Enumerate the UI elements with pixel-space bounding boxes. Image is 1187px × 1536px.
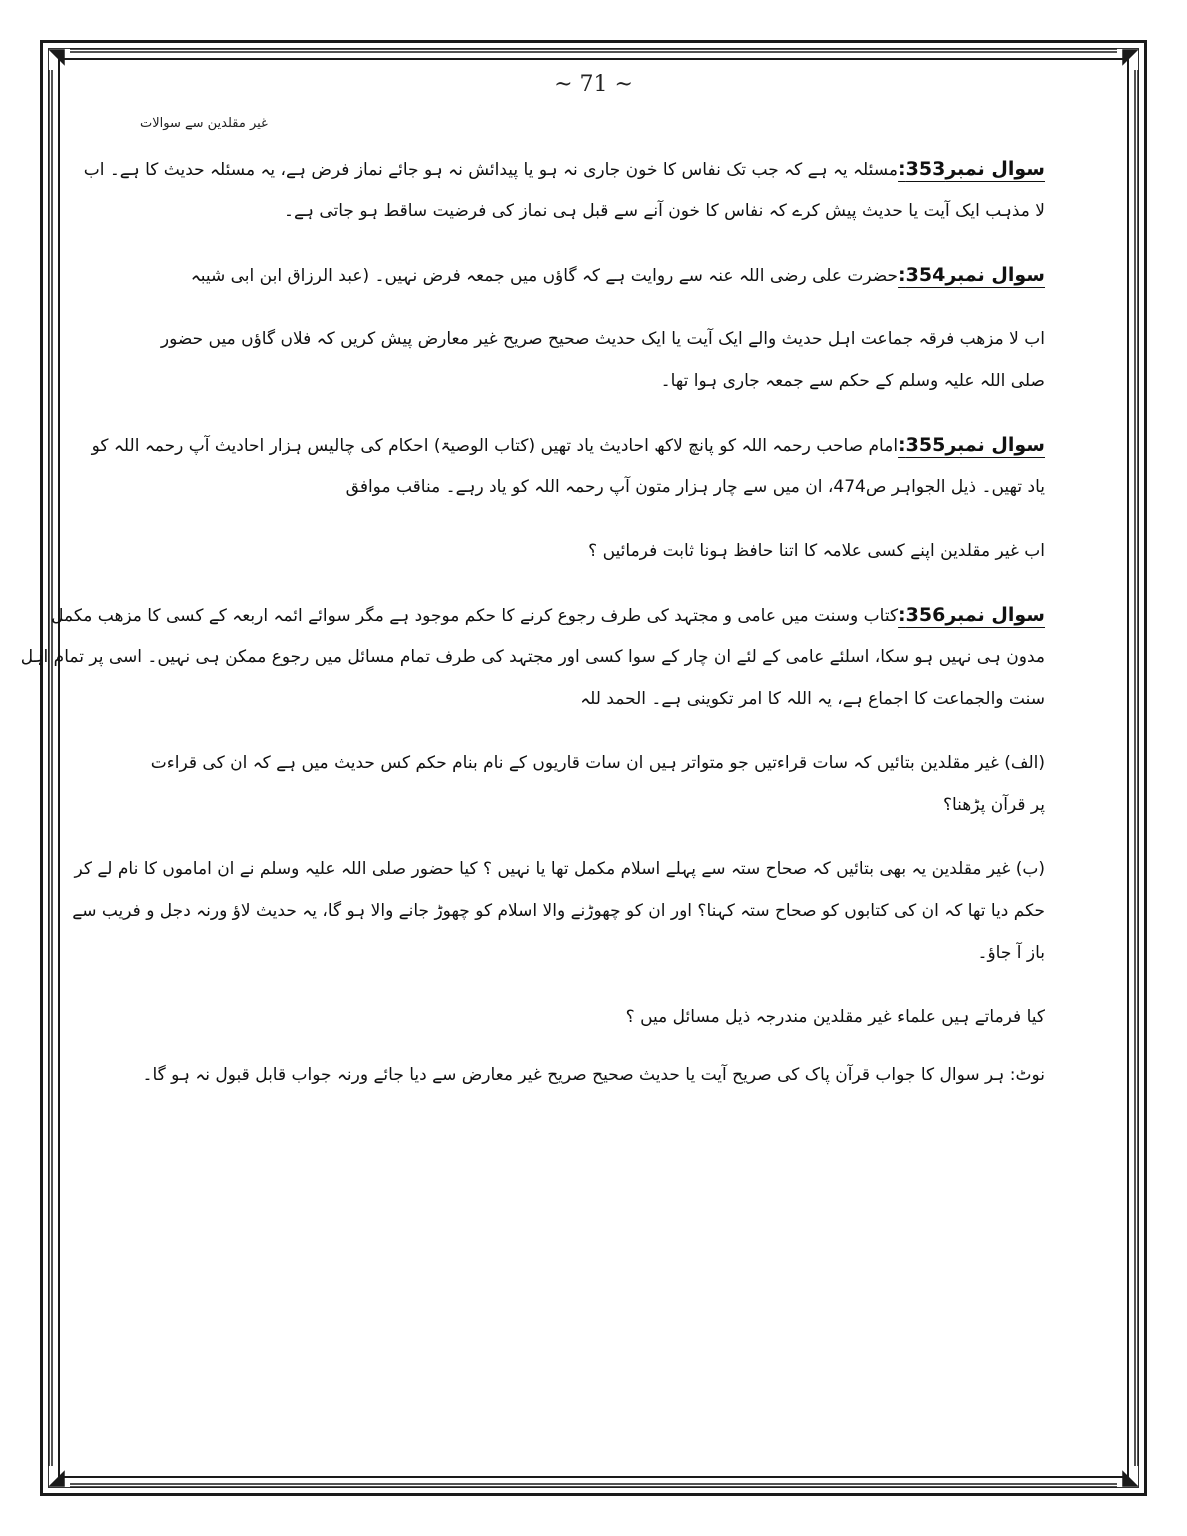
question-354 [140,254,1045,402]
question-text: حضرت علی رضی اللہ عنہ سے روایت ہے کہ گاؤں میں جمعہ فرض نہیں۔ (عبد الرزاق ابن ابی شیبہ [190,266,899,286]
question-text: سنت والجماعت کا اجماع ہے، یہ اللہ کا امر تکوینی ہے۔ الحمد للہ [580,689,1045,709]
question-label: سوال نمبر354: [898,264,1045,286]
question-label: سوال نمبر353: [898,158,1045,180]
question-text: لا مذہب ایک آیت یا حدیث پیش کرے کہ نفاس کا خون آنے سے قبل ہی نماز کی فرضیت ساقط ہو جاتی ہے۔ [284,201,1045,221]
sub-question-bay: باز آ جاؤ۔ [977,943,1045,963]
question-text: صلی اللہ علیہ وسلم کے حکم سے جمعہ جاری ہوا تھا۔ [660,371,1045,391]
page-number: ~ 71 ~ [554,72,633,97]
page-content [20,148,1045,1096]
question-text: مسئلہ یہ ہے کہ جب تک نفاس کا خون جاری نہ ہو یا پیدائش نہ ہو جائے نماز فرض ہے، یہ مسئلہ حدیث کا ہے۔ اب [83,160,899,180]
question-label: سوال نمبر355: [898,434,1045,456]
sub-question-bay: حکم دیا تھا کہ ان کی کتابوں کو صحاح ستہ کہنا؟ اور ان کو چھوڑنے والا اسلام کو چھوڑ جانے والا ہو گا، یہ حدیث لاؤ ورنہ دجل و فریب سے [72,901,1045,921]
question-text: یاد تھیں۔ ذیل الجواہر ص474، ان میں سے چار ہزار متون آپ رحمہ اللہ کو یاد رہے۔ مناقب موافق [345,477,1045,497]
sub-question-alif: پر قرآن پڑھنا؟ [942,795,1045,815]
closing-note: نوٹ: ہر سوال کا جواب قرآن پاک کی صریح آیت یا حدیث صحیح صریح غیر معارض سے دیا جائے ورنہ جواب قابل قبول نہ ہو گا۔ [142,1065,1045,1085]
sub-question-alif: (الف) غیر مقلدین بتائیں کہ سات قراءتیں جو متواتر ہیں ان سات قاریوں کے نام بنام حکم کس حدیث میں ہے کہ ان کی قراءت [150,753,1045,773]
question-label: سوال نمبر356: [898,604,1045,626]
question-text: اب لا مزھب فرقہ جماعت اہل حدیث والے ایک آیت یا ایک حدیث صحیح صریح غیر معارض پیش کریں کہ فلاں گاؤں میں حضور [160,329,1045,349]
question-355 [91,424,1045,572]
question-356 [20,594,1045,974]
running-header: غیر مقلدین سے سوالات [140,116,268,131]
question-text: کتاب وسنت میں عامی و مجتہد کی طرف رجوع کرنے کا حکم موجود ہے مگر سوائے ائمہ اربعہ کے کسی کا مزھب مکمل [51,606,899,626]
closing-question: کیا فرماتے ہیں علماء غیر مقلدین مندرجہ ذیل مسائل میں ؟ [625,1007,1045,1027]
question-text: مدون ہی نہیں ہو سکا، اسلئے عامی کے لئے ان چار کے سوا کسی اور مجتہد کی طرف تمام مسائل میں رجوع ممکن ہی نہیں۔ اسی پر تمام اہل [20,647,1045,667]
question-353 [83,148,1045,232]
question-text: اب غیر مقلدین اپنے کسی علامہ کا اتنا حافظ ہونا ثابت فرمائیں ؟ [588,541,1045,561]
question-text: امام صاحب رحمہ اللہ کو پانچ لاکھ احادیث یاد تھیں (کتاب الوصیۃ) احکام کی چالیس ہزار احادیث آپ رحمہ اللہ کو [91,436,899,456]
sub-question-bay: (ب) غیر مقلدین یہ بھی بتائیں کہ صحاح ستہ سے پہلے اسلام مکمل تھا یا نہیں ؟ کیا حضور صلی اللہ علیہ وسلم نے ان اماموں کا نام لے کر [74,859,1045,879]
